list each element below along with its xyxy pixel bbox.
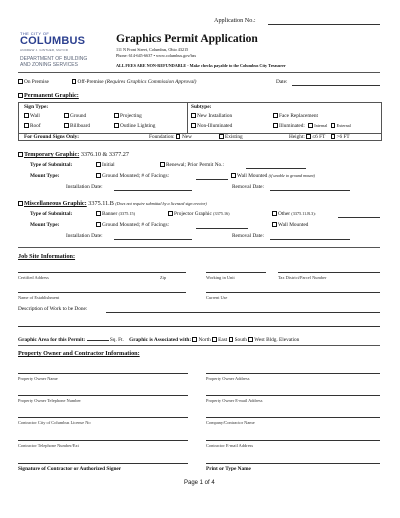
temp-wall-mounted-label: Wall Mounted [237, 173, 268, 179]
new-installation-label: New Installation [197, 113, 233, 119]
external-label: External [336, 123, 351, 128]
tax-district-field[interactable] [278, 272, 380, 273]
outline-lighting-checkbox[interactable] [114, 123, 119, 128]
owner-name-field[interactable] [18, 373, 188, 374]
sign-type-label: Sign Type: [24, 104, 49, 110]
sqft-label: Sq. Ft. [109, 337, 124, 343]
misc-type-submittal-label: Type of Submittal: [30, 211, 73, 217]
east-label: East [218, 337, 228, 343]
graphic-area-field[interactable] [87, 340, 109, 341]
application-number-label: Application No.: [214, 17, 256, 24]
misc-graphic-checkbox[interactable] [18, 201, 23, 206]
contractor-license-label: Contractor City of Columbus License No [18, 420, 91, 425]
misc-removal-field[interactable] [270, 239, 350, 240]
prior-permit-field[interactable] [246, 168, 306, 169]
current-use-field[interactable] [206, 292, 380, 293]
ground-signs-only-label: For Ground Signs Only: [24, 134, 79, 140]
permanent-graphic-box [18, 102, 382, 141]
owner-phone-label: Property Owner Telephone Number [18, 398, 81, 403]
signature-field[interactable] [18, 463, 188, 464]
misc-wall-mounted-label: Wall Mounted [278, 222, 309, 228]
temp-wall-mounted-checkbox[interactable] [231, 173, 236, 178]
foundation-existing-checkbox[interactable] [219, 134, 224, 139]
signature-label: Signature of Contractor or Authorized Signer [18, 466, 122, 472]
working-in-unit-label: Working in Unit [206, 275, 235, 280]
print-name-label: Print or Type Name [206, 466, 251, 472]
foundation-label: Foundation: [149, 134, 175, 140]
description-field[interactable] [106, 312, 380, 313]
permanent-graphic-checkbox[interactable] [18, 93, 23, 98]
illuminated-label: Illuminated: [279, 123, 305, 129]
on-premise-checkbox[interactable] [18, 79, 23, 84]
owner-phone-field[interactable] [18, 395, 188, 396]
temp-removal-label: Removal Date: [232, 184, 264, 190]
contractor-license-field[interactable] [18, 417, 188, 418]
establishment-label: Name of Establishment [18, 295, 60, 300]
box-divider [187, 103, 188, 133]
tax-district-label: Tax District/Parcel Number [278, 275, 327, 280]
permanent-graphic-heading: Permanent Graphic: [24, 92, 79, 99]
misc-wall-mounted-checkbox[interactable] [272, 222, 277, 227]
ground-checkbox[interactable] [64, 113, 69, 118]
logo-city-name: COLUMBUS [20, 35, 86, 47]
foundation-existing-label: Existing [225, 134, 243, 140]
wall-checkbox[interactable] [24, 113, 29, 118]
graphic-area-label: Graphic Area for this Permit: [18, 337, 86, 343]
foundation-new-checkbox[interactable] [176, 134, 181, 139]
height-le6-label: ≤6 FT [312, 134, 326, 140]
misc-other-checkbox[interactable] [272, 211, 277, 216]
certified-address-label: Certified Address [18, 275, 49, 280]
temp-renewal-label: Renewal; Prior Permit No.: [166, 162, 224, 168]
establishment-field[interactable] [18, 292, 186, 293]
face-replacement-checkbox[interactable] [273, 113, 278, 118]
north-label: North [198, 337, 211, 343]
misc-other-code: (3375.11.B.3): [291, 211, 316, 216]
fees-note: ALL FEES ARE NON-REFUNDABLE - Make checks payable to the Columbus City Treasurer [116, 63, 286, 68]
zip-label: Zip [160, 275, 167, 280]
temp-mount-type-label: Mount Type: [30, 173, 60, 179]
owner-address-label: Property Owner Address [206, 376, 250, 381]
job-site-heading: Job Site Information: [18, 253, 76, 260]
south-checkbox[interactable] [229, 337, 234, 342]
subtype-label: Subtype: [191, 104, 212, 110]
contractor-name-label: Company/Contractor Name [206, 420, 255, 425]
temp-initial-checkbox[interactable] [96, 162, 101, 167]
temporary-graphic-heading: Temporary Graphic: [24, 151, 80, 158]
owner-contractor-heading: Property Owner and Contractor Information: [18, 350, 140, 357]
temp-ground-mounted-checkbox[interactable] [96, 173, 101, 178]
internal-label: Internal [314, 123, 328, 128]
off-premise-label: Off-Premise [77, 79, 104, 85]
billboard-label: Billboard [70, 123, 91, 129]
temp-type-submittal-label: Type of Submittal: [30, 162, 73, 168]
logo-dept-line1: DEPARTMENT OF BUILDING [20, 56, 88, 62]
misc-banner-label: Banner [102, 211, 118, 217]
logo-mayor: ANDREW J. GINTHER, MAYOR [20, 48, 69, 52]
temp-install-field[interactable] [114, 190, 192, 191]
current-use-label: Current Use [206, 295, 228, 300]
height-le6-checkbox[interactable] [306, 134, 311, 139]
projecting-label: Projecting [120, 113, 142, 119]
west-checkbox[interactable] [248, 337, 253, 342]
misc-graphic-note: (Does not require submittal by a licensed sign erector) [115, 201, 207, 206]
height-gt6-label: >6 FT [336, 134, 350, 140]
certified-address-field[interactable] [18, 272, 186, 273]
misc-ground-mounted-label: Ground Mounted; # of Facings: [102, 222, 170, 228]
date-label: Date: [276, 79, 288, 85]
foundation-new-label: New [181, 134, 192, 140]
off-premise-checkbox[interactable] [72, 79, 77, 84]
roof-label: Roof [30, 123, 41, 129]
misc-graphic-heading: Miscellaneous Graphic: [24, 200, 87, 207]
permanent-heading-row [18, 92, 79, 99]
north-checkbox[interactable] [192, 337, 197, 342]
face-replacement-label: Face Replacement [279, 113, 318, 119]
contractor-email-label: Contractor E-mail Address [206, 443, 254, 448]
owner-email-field[interactable] [206, 395, 380, 396]
page-title: Graphics Permit Application [116, 33, 258, 45]
divider [18, 247, 380, 248]
misc-removal-label: Removal Date: [232, 233, 264, 239]
south-label: South [234, 337, 247, 343]
misc-other-field[interactable] [338, 217, 380, 218]
print-name-field[interactable] [206, 463, 380, 464]
temp-ground-mounted-label: Ground Mounted; # of Facings: [102, 173, 170, 179]
temp-initial-label: Initial [102, 162, 115, 168]
non-illuminated-label: Non-Illuminated [197, 123, 233, 129]
date-field[interactable] [292, 85, 380, 86]
misc-other-label: Other [278, 211, 291, 217]
wall-label: Wall [30, 113, 40, 119]
misc-projector-code: (3375.16) [213, 211, 230, 216]
temp-wall-note: (if unable to ground mount) [268, 173, 316, 178]
misc-ground-mounted-checkbox[interactable] [96, 222, 101, 227]
illuminated-checkbox[interactable] [273, 123, 278, 128]
projecting-checkbox[interactable] [114, 113, 119, 118]
associated-label: Graphic is Associated with: [129, 337, 192, 343]
on-premise-label: On Premise [24, 79, 49, 85]
page-number: Page 1 of 4 [184, 480, 215, 486]
office-address: 111 N Front Street, Columbus, Ohio 43215 [116, 47, 189, 52]
contractor-phone-field[interactable] [18, 440, 188, 441]
owner-name-label: Property Owner Name [18, 376, 58, 381]
height-label: Height: [289, 134, 305, 140]
city-logo [20, 31, 100, 68]
misc-banner-code: (3375.15) [118, 211, 136, 216]
temp-removal-field[interactable] [270, 190, 350, 191]
logo-dept-line2: AND ZONING SERVICES [20, 62, 78, 68]
misc-mount-type-label: Mount Type: [30, 222, 60, 228]
premise-row [18, 79, 196, 85]
temp-renewal-checkbox[interactable] [160, 162, 165, 167]
billboard-checkbox[interactable] [64, 123, 69, 128]
misc-projector-checkbox[interactable] [168, 211, 173, 216]
misc-install-field[interactable] [114, 239, 192, 240]
owner-address-field[interactable] [206, 373, 380, 374]
outline-lighting-label: Outline Lighting [120, 123, 156, 129]
misc-graphic-code: 3375.11.B [88, 200, 114, 207]
ground-label: Ground [70, 113, 87, 119]
misc-facings-field[interactable] [196, 228, 248, 229]
contractor-name-field[interactable] [206, 417, 380, 418]
west-label: West Bldg. Elevation [254, 337, 300, 343]
temporary-graphic-code: 3376.10 & 3377.27 [80, 151, 129, 158]
description-field-2[interactable] [18, 326, 380, 327]
application-number-field[interactable] [268, 24, 380, 25]
misc-install-label: Installation Date: [66, 233, 103, 239]
internal-checkbox[interactable] [308, 123, 313, 128]
non-illuminated-checkbox[interactable] [191, 123, 196, 128]
divider [18, 72, 380, 73]
height-gt6-checkbox[interactable] [331, 134, 336, 139]
off-premise-note: (Requires Graphics Commission Approval) [104, 79, 197, 85]
east-checkbox[interactable] [212, 337, 217, 342]
contractor-email-field[interactable] [206, 440, 380, 441]
misc-banner-checkbox[interactable] [96, 211, 101, 216]
owner-email-label: Property Owner E-mail Address [206, 398, 263, 403]
misc-projector-label: Projector Graphic [174, 211, 212, 217]
description-label: Description of Work to be Done: [18, 306, 88, 312]
temp-install-label: Installation Date: [66, 184, 103, 190]
divider [18, 345, 380, 346]
logo-city-of: THE CITY OF [20, 31, 50, 36]
office-contact: Phone: 614-645-6637 • www.columbus.gov/bzs [116, 53, 197, 58]
contractor-phone-label: Contractor Telephone Number/Ext [18, 443, 79, 448]
new-installation-checkbox[interactable] [191, 113, 196, 118]
temporary-graphic-checkbox[interactable] [18, 152, 23, 157]
working-in-unit-field[interactable] [206, 272, 266, 273]
external-checkbox[interactable] [331, 123, 336, 128]
temp-facings-field[interactable] [196, 179, 228, 180]
roof-checkbox[interactable] [24, 123, 29, 128]
